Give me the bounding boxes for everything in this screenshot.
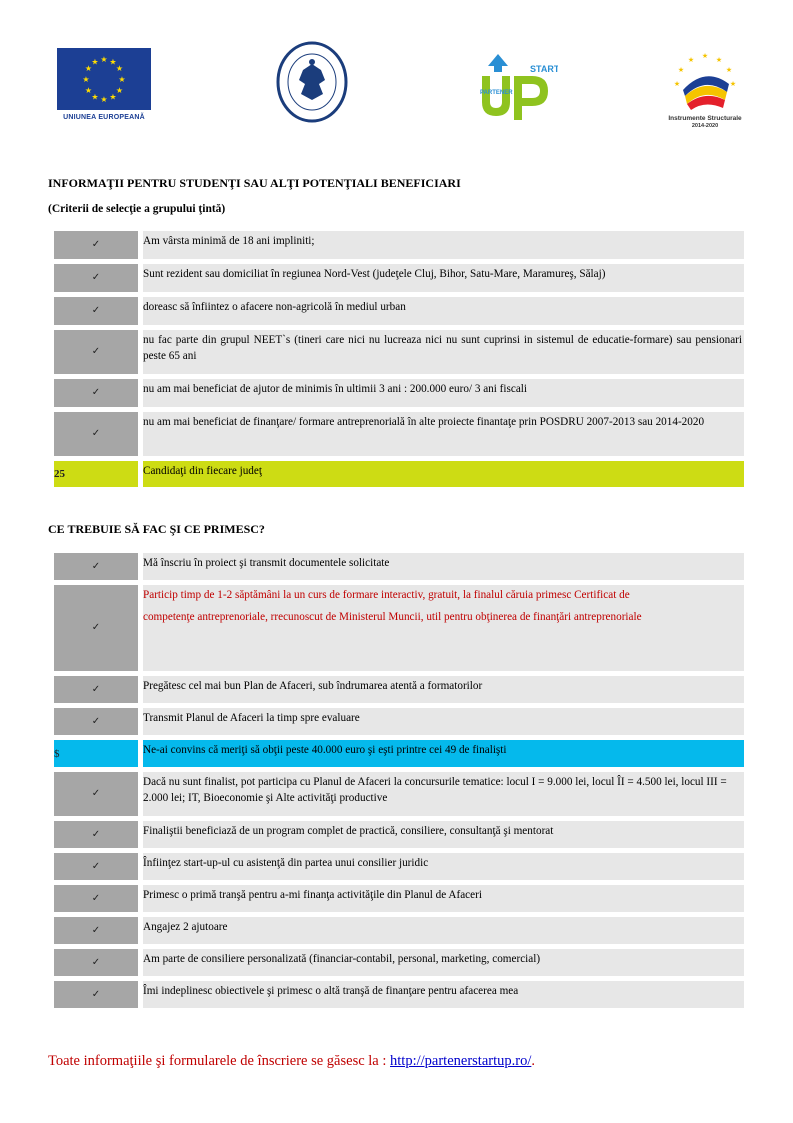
step-row: [54, 949, 744, 976]
svg-text:★: ★: [91, 92, 99, 102]
svg-text:★: ★: [115, 64, 124, 73]
check-icon: ✓: [54, 412, 138, 456]
step-row: [54, 821, 744, 848]
svg-text:★: ★: [729, 80, 737, 88]
footer-tail: .: [531, 1053, 535, 1069]
step-row: [54, 676, 744, 703]
check-icon: ✓: [54, 330, 138, 374]
step-text: Primesc o primă tranşă pentru a-mi finanţa activităţile din Planul de Afaceri: [143, 889, 482, 901]
step-row: [54, 885, 744, 912]
check-icon: ✓: [54, 297, 138, 325]
startup-sub-text: PARTENER: [480, 90, 513, 96]
svg-text:★: ★: [118, 75, 126, 84]
footer-text: Toate informaţiile şi formularele de înscriere se găsesc la :: [48, 1053, 391, 1069]
criteria-text: nu fac parte din grupul NEET`s (tineri care nici nu lucreaza nici nu sunt cuprinsi in sistemul de educatie-formare) sau pensionari peste 65 ani: [143, 334, 742, 362]
logo-bar: [0, 40, 793, 140]
steps-table: [54, 553, 744, 1013]
step-row: [54, 553, 744, 580]
svg-text:★: ★: [715, 56, 723, 64]
step-text: Pregătesc cel mai bun Plan de Afaceri, sub îndrumarea atentă a formatorilor: [143, 680, 483, 692]
svg-text:★: ★: [109, 57, 117, 67]
step-text: Finaliştii beneficiază de un program complet de practică, consiliere, consultanţă şi mentorat: [143, 825, 554, 837]
check-icon: ✓: [54, 676, 138, 703]
criteria-text: Am vârsta minimă de 18 ani impliniti;: [143, 235, 315, 247]
candidates-row: [54, 461, 744, 487]
section2-title: CE TREBUIE SĂ FAC ŞI CE PRIMESC?: [48, 522, 265, 536]
is-line2: 2014-2020: [691, 123, 719, 128]
check-icon: ✓: [54, 885, 138, 912]
check-icon: ✓: [54, 981, 138, 1008]
finalist-row: [54, 740, 744, 767]
section1-title: INFORMAŢII PENTRU STUDENŢI SAU ALŢI POTENŢIALI BENEFICIARI: [48, 176, 461, 190]
dollar-icon: $: [54, 740, 138, 767]
svg-text:★: ★: [82, 75, 90, 84]
criteria-row: [54, 412, 744, 456]
step-row: [54, 772, 744, 816]
check-icon: ✓: [54, 917, 138, 944]
svg-text:★: ★: [84, 64, 93, 73]
finalist-text: Ne-ai convins că meriţi să obţii peste 40.000 euro şi eşti printre cei 49 de finalişti: [143, 744, 507, 756]
check-icon: ✓: [54, 949, 138, 976]
eu-logo: [57, 48, 151, 124]
criteria-row: [54, 330, 744, 374]
check-icon: ✓: [54, 708, 138, 735]
criteria-row: [54, 264, 744, 292]
svg-text:★: ★: [725, 66, 733, 74]
criteria-row: [54, 231, 744, 259]
check-icon: ✓: [54, 585, 138, 671]
svg-text:★: ★: [687, 56, 695, 64]
is-line1: Instrumente Structurale: [668, 115, 742, 122]
partener-startup-logo: [478, 50, 558, 122]
candidates-text: Candidaţi din fiecare judeţ: [143, 465, 262, 477]
check-icon: ✓: [54, 231, 138, 259]
svg-text:★: ★: [100, 95, 108, 104]
svg-text:★: ★: [701, 52, 709, 60]
candidates-count: 25: [54, 461, 138, 487]
check-icon: ✓: [54, 821, 138, 848]
step-text: Am parte de consiliere personalizată (financiar-contabil, personal, marketing, comercial): [143, 953, 541, 965]
government-seal: [275, 40, 349, 124]
check-icon: ✓: [54, 772, 138, 816]
step-text: Îmi indeplinesc obiectivele şi primesc o altă tranşă de finanţare pentru afacerea mea: [143, 985, 519, 997]
svg-text:★: ★: [84, 86, 93, 95]
svg-text:★: ★: [673, 80, 681, 88]
criteria-table: [54, 231, 744, 492]
step-text: Angajez 2 ajutoare: [143, 921, 228, 933]
step-row: [54, 708, 744, 735]
check-icon: ✓: [54, 853, 138, 880]
eu-caption: UNIUNEA EUROPEANĂ: [63, 114, 145, 121]
svg-text:★: ★: [677, 66, 685, 74]
check-icon: ✓: [54, 553, 138, 580]
criteria-row: [54, 297, 744, 325]
structural-instruments-logo: [665, 48, 745, 128]
step-row: [54, 917, 744, 944]
step-text: Dacă nu sunt finalist, pot participa cu Planul de Afaceri la concursurile tematice: locul I = 9.000 lei, locul ÎI = 4.500 lei, locul III = 2.000 lei; IT, Bioeconomie şi Alte activităţi productive: [143, 776, 727, 804]
eu-flag-icon: [57, 48, 151, 110]
svg-text:★: ★: [109, 92, 117, 102]
criteria-text: nu am mai beneficiat de ajutor de minimis în ultimii 3 ani : 200.000 euro/ 3 ani fiscali: [143, 383, 528, 395]
criteria-text: doreasc să înfiintez o afacere non-agricolă în mediul urban: [143, 301, 406, 313]
step-text: Mă înscriu în proiect şi transmit documentele solicitate: [143, 557, 390, 569]
svg-text:★: ★: [100, 55, 108, 64]
svg-text:★: ★: [115, 86, 124, 95]
step-row: [54, 585, 744, 671]
step-row: [54, 853, 744, 880]
website-link[interactable]: http://partenerstartup.ro/: [390, 1053, 532, 1069]
section1-subtitle: (Criterii de selecţie a grupului ţintă): [48, 203, 226, 215]
footer-note: [48, 1053, 535, 1070]
criteria-row: [54, 379, 744, 407]
step-text: Înfiinţez start-up-ul cu asistenţă din partea unui consilier juridic: [143, 857, 429, 869]
step-text: Particip timp de 1-2 săptămâni la un curs de formare interactiv, gratuit, la finalul căruia primesc Certificat de: [143, 589, 630, 601]
svg-text:★: ★: [91, 57, 99, 67]
step-text-continued: competenţe antreprenoriale, rrecunoscut de Ministerul Muncii, util pentru obţinerea de finanţări antreprenoriale: [143, 611, 642, 623]
startup-top-text: START: [530, 64, 558, 74]
check-icon: ✓: [54, 264, 138, 292]
check-icon: ✓: [54, 379, 138, 407]
criteria-text: nu am mai beneficiat de finanţare/ formare antreprenorială în alte proiecte finantaţe prin POSDRU 2007-2013 sau 2014-2020: [143, 416, 705, 428]
step-text: Transmit Planul de Afaceri la timp spre evaluare: [143, 712, 360, 724]
criteria-text: Sunt rezident sau domiciliat în regiunea Nord-Vest (judeţele Cluj, Bihor, Satu-Mare, Maramureş, Sălaj): [143, 268, 606, 280]
step-row: [54, 981, 744, 1008]
